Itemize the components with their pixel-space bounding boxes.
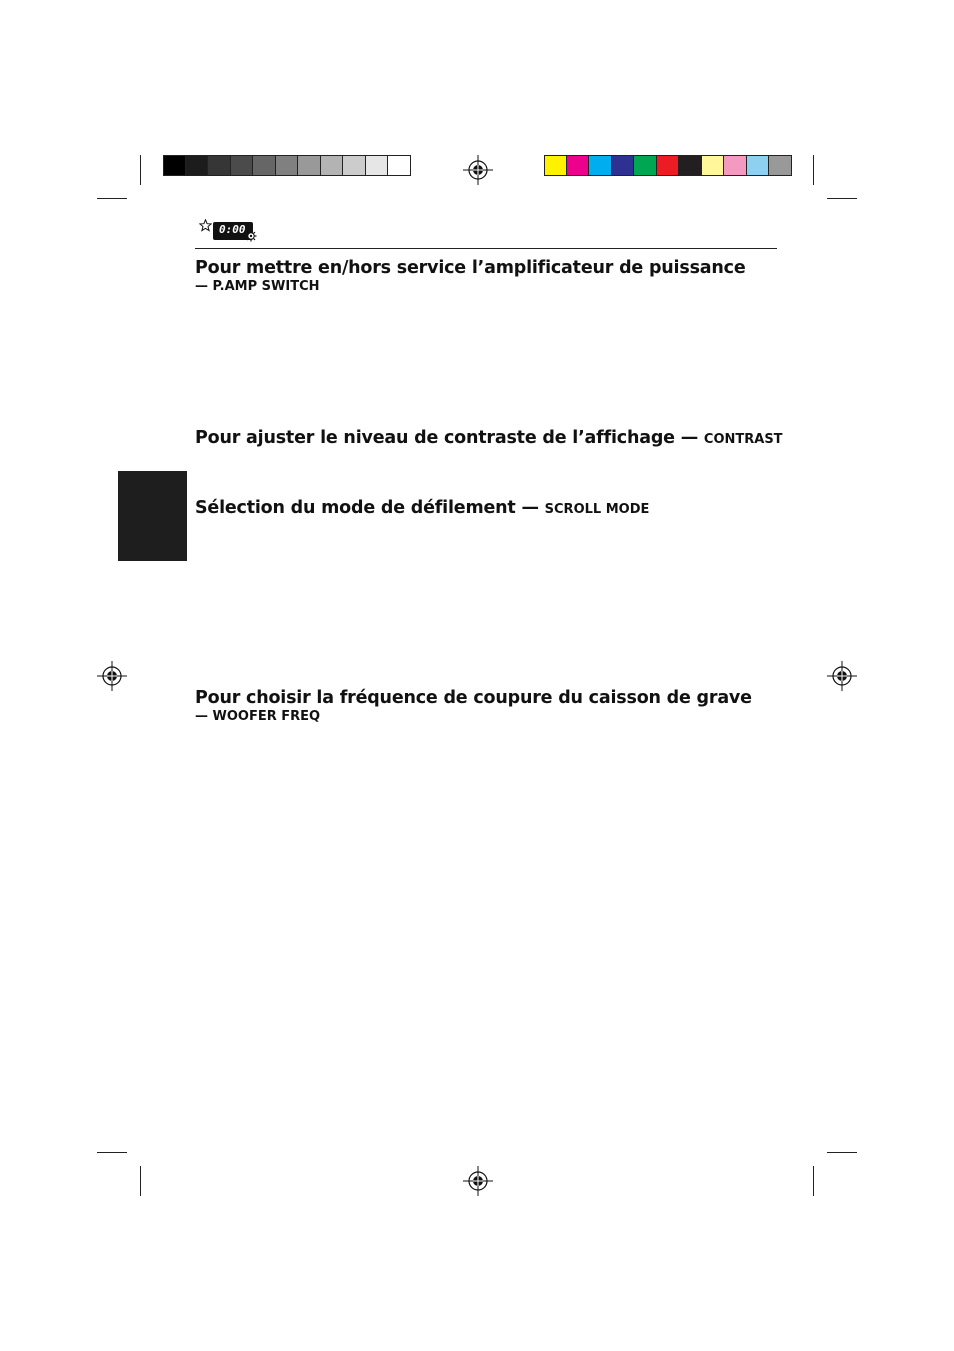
crop-mark: [97, 198, 127, 199]
color-swatch: [747, 155, 770, 176]
color-swatch: [679, 155, 702, 176]
gray-swatch: [298, 155, 321, 176]
color-swatch: [544, 155, 567, 176]
gray-swatch: [208, 155, 231, 176]
color-swatch: [589, 155, 612, 176]
registration-mark-icon: [827, 661, 857, 691]
gray-swatch: [276, 155, 299, 176]
gray-swatch: [343, 155, 366, 176]
color-swatch: [724, 155, 747, 176]
registration-mark-icon: [463, 155, 493, 185]
color-swatch: [702, 155, 725, 176]
header-rule: [195, 248, 777, 249]
crop-mark: [827, 1152, 857, 1153]
grayscale-bar: [163, 155, 411, 176]
gray-swatch: [186, 155, 209, 176]
section-subtitle-pamp: — P.AMP SWITCH: [195, 279, 320, 294]
color-swatch: [612, 155, 635, 176]
crop-mark: [140, 155, 141, 185]
section-title: Pour mettre en/hors service l’amplificateur de puissance: [195, 258, 746, 278]
gray-swatch: [231, 155, 254, 176]
section-title: Pour ajuster le niveau de contraste de l’affichage —: [195, 428, 704, 448]
color-bar: [544, 155, 792, 176]
star-icon: [199, 219, 212, 232]
gear-icon: [245, 230, 257, 242]
crop-mark: [813, 1166, 814, 1196]
gray-swatch: [163, 155, 186, 176]
language-tab: [118, 471, 187, 561]
section-heading-scroll: [195, 498, 649, 518]
gray-swatch: [253, 155, 276, 176]
gray-swatch: [388, 155, 411, 176]
section-subtitle-woofer: — WOOFER FREQ: [195, 709, 321, 724]
crop-mark: [97, 1152, 127, 1153]
crop-mark: [813, 155, 814, 185]
color-swatch: [657, 155, 680, 176]
registration-mark-icon: [463, 1166, 493, 1196]
section-heading-pamp: [195, 258, 746, 278]
section-heading-contrast: [195, 428, 783, 448]
gray-swatch: [366, 155, 389, 176]
section-title: Pour choisir la fréquence de coupure du caisson de grave: [195, 688, 752, 708]
color-swatch: [769, 155, 792, 176]
section-heading-woofer: [195, 688, 752, 708]
gray-swatch: [321, 155, 344, 176]
crop-mark: [827, 198, 857, 199]
registration-mark-icon: [97, 661, 127, 691]
section-title: Sélection du mode de défilement —: [195, 498, 545, 518]
color-swatch: [634, 155, 657, 176]
color-swatch: [567, 155, 590, 176]
clock-display-text: 0:00: [219, 223, 246, 236]
section-code: CONTRAST: [703, 432, 783, 447]
crop-mark: [140, 1166, 141, 1196]
section-code: SCROLL MODE: [544, 502, 650, 517]
